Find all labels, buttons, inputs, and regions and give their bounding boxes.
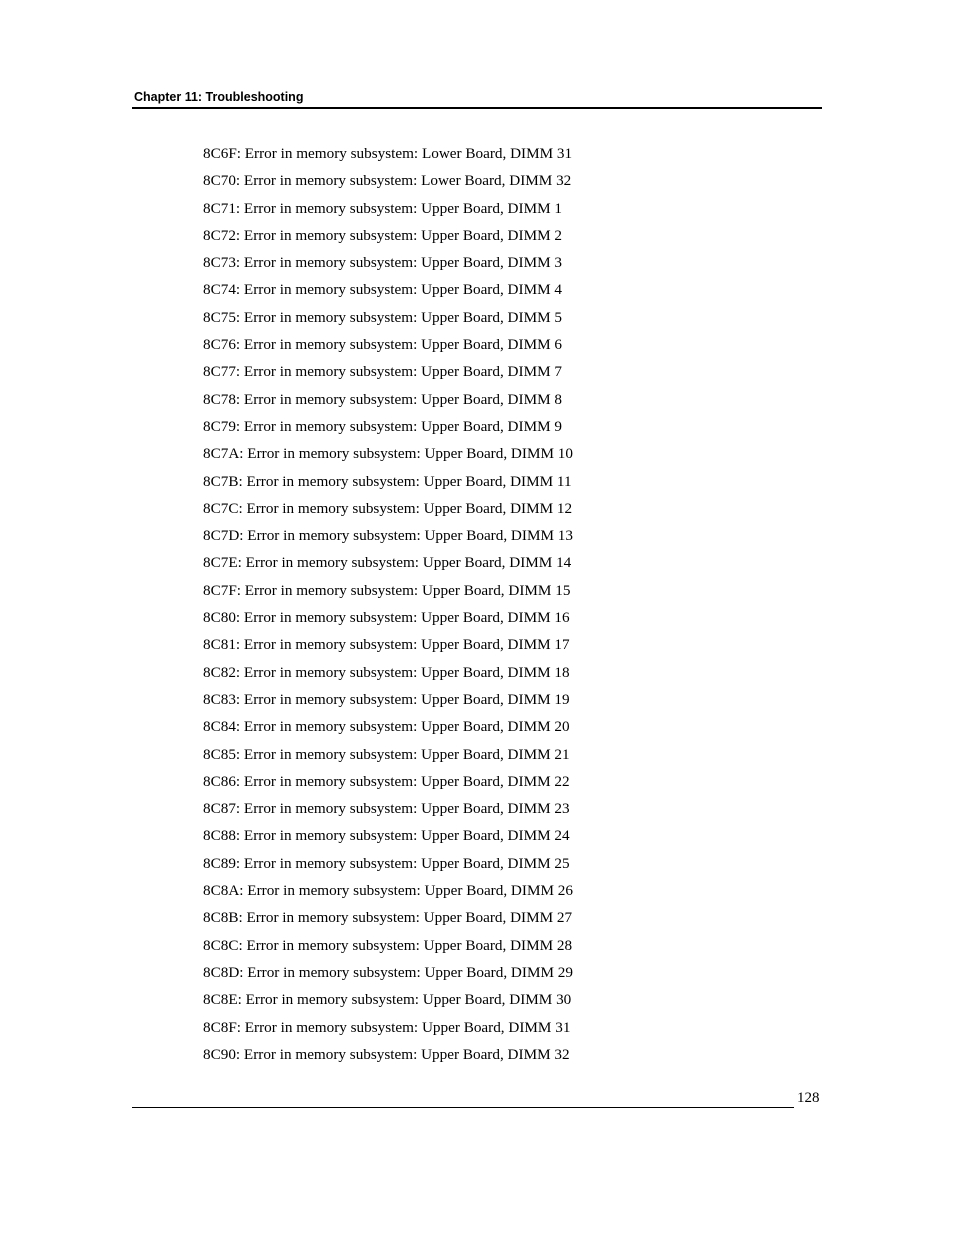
- error-code-list: [203, 143, 573, 1071]
- error-code-item: 8C75: Error in memory subsystem: Upper Board, DIMM 5: [203, 308, 562, 326]
- error-code-item: 8C7C: Error in memory subsystem: Upper Board, DIMM 12: [203, 499, 573, 517]
- error-code-item: 8C85: Error in memory subsystem: Upper Board, DIMM 21: [203, 745, 570, 763]
- page-number: 128: [797, 1090, 820, 1106]
- error-code-item: 8C89: Error in memory subsystem: Upper Board, DIMM 25: [203, 854, 570, 872]
- error-code-item: 8C74: Error in memory subsystem: Upper Board, DIMM 4: [203, 281, 562, 299]
- error-code-item: 8C7F: Error in memory subsystem: Upper Board, DIMM 15: [203, 581, 571, 599]
- error-code-item: 8C7D: Error in memory subsystem: Upper Board, DIMM 13: [203, 527, 573, 545]
- error-code-item: 8C8E: Error in memory subsystem: Upper Board, DIMM 30: [203, 991, 572, 1009]
- error-code-item: 8C80: Error in memory subsystem: Upper Board, DIMM 16: [203, 609, 570, 627]
- error-code-item: 8C77: Error in memory subsystem: Upper Board, DIMM 7: [203, 363, 562, 381]
- error-code-item: 8C78: Error in memory subsystem: Upper Board, DIMM 8: [203, 390, 562, 408]
- error-code-item: 8C86: Error in memory subsystem: Upper Board, DIMM 22: [203, 772, 570, 790]
- error-code-item: 8C8D: Error in memory subsystem: Upper Board, DIMM 29: [203, 963, 573, 981]
- footer-rule: [132, 1107, 794, 1108]
- error-code-item: 8C83: Error in memory subsystem: Upper Board, DIMM 19: [203, 690, 570, 708]
- error-code-item: 8C82: Error in memory subsystem: Upper Board, DIMM 18: [203, 663, 570, 681]
- error-code-item: 8C7B: Error in memory subsystem: Upper Board, DIMM 11: [203, 472, 572, 490]
- error-code-item: 8C7E: Error in memory subsystem: Upper Board, DIMM 14: [203, 554, 572, 572]
- error-code-item: 8C70: Error in memory subsystem: Lower Board, DIMM 32: [203, 172, 572, 190]
- error-code-item: 8C71: Error in memory subsystem: Upper Board, DIMM 1: [203, 199, 562, 217]
- error-code-item: 8C87: Error in memory subsystem: Upper Board, DIMM 23: [203, 800, 570, 818]
- error-code-item: 8C8F: Error in memory subsystem: Upper Board, DIMM 31: [203, 1018, 571, 1036]
- error-code-item: 8C84: Error in memory subsystem: Upper Board, DIMM 20: [203, 718, 570, 736]
- error-code-item: 8C81: Error in memory subsystem: Upper Board, DIMM 17: [203, 636, 570, 654]
- error-code-item: 8C90: Error in memory subsystem: Upper Board, DIMM 32: [203, 1045, 570, 1063]
- error-code-item: 8C76: Error in memory subsystem: Upper Board, DIMM 6: [203, 336, 562, 354]
- error-code-item: 8C8A: Error in memory subsystem: Upper Board, DIMM 26: [203, 882, 573, 900]
- error-code-item: 8C7A: Error in memory subsystem: Upper Board, DIMM 10: [203, 445, 573, 463]
- error-code-item: 8C88: Error in memory subsystem: Upper Board, DIMM 24: [203, 827, 570, 845]
- chapter-header: Chapter 11: Troubleshooting: [134, 90, 304, 104]
- error-code-item: 8C8C: Error in memory subsystem: Upper Board, DIMM 28: [203, 936, 573, 954]
- error-code-item: 8C73: Error in memory subsystem: Upper Board, DIMM 3: [203, 254, 562, 272]
- error-code-item: 8C79: Error in memory subsystem: Upper Board, DIMM 9: [203, 417, 562, 435]
- error-code-item: 8C6F: Error in memory subsystem: Lower Board, DIMM 31: [203, 145, 573, 162]
- error-code-item: 8C72: Error in memory subsystem: Upper Board, DIMM 2: [203, 226, 562, 244]
- header-rule: [132, 107, 822, 109]
- error-code-item: 8C8B: Error in memory subsystem: Upper Board, DIMM 27: [203, 909, 573, 927]
